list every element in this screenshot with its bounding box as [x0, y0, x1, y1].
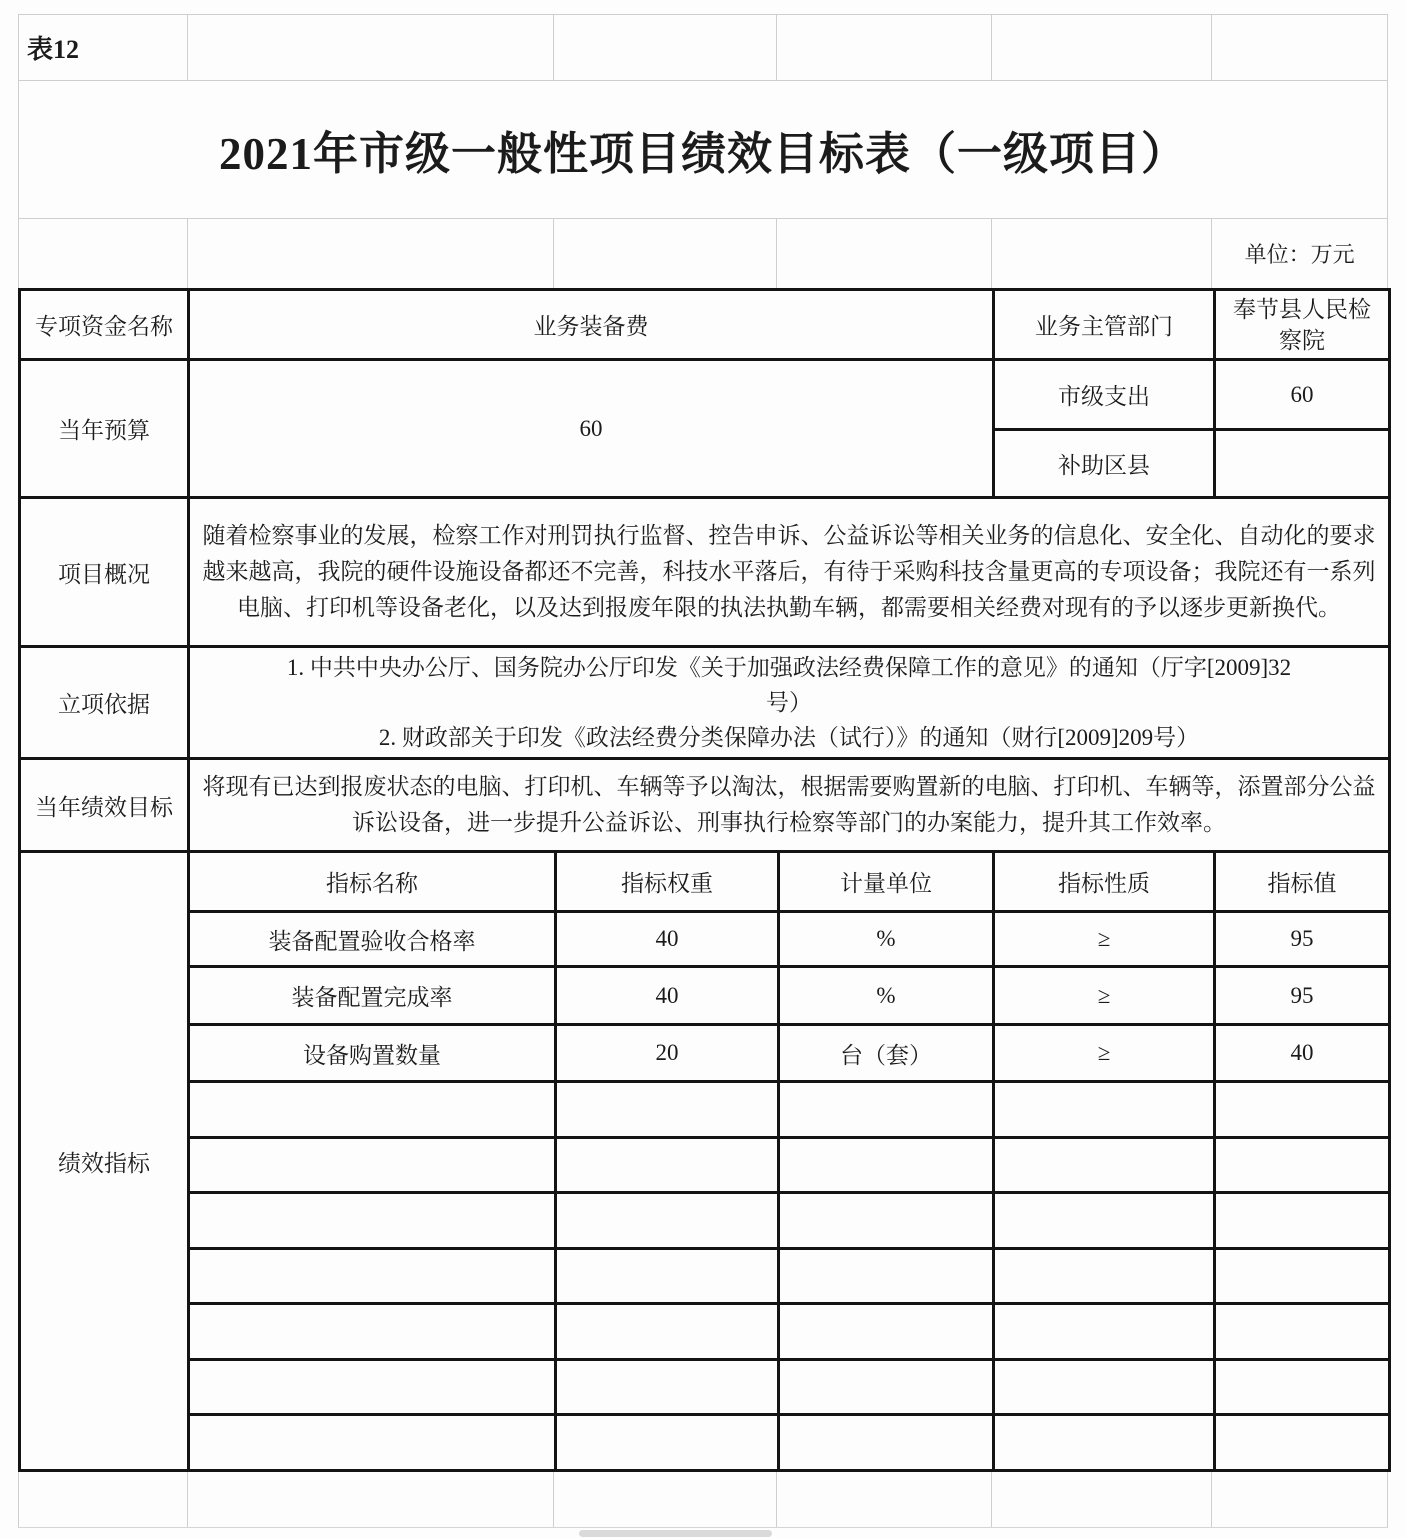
- performance-target-table: [18, 288, 1391, 1472]
- empty-indicator-row: [20, 1415, 1390, 1471]
- empty-cell: [556, 1304, 779, 1360]
- col-header-indicator-value: 指标值: [1215, 852, 1390, 912]
- basis-item-2: 2. 财政部关于印发《政法经费分类保障办法（试行）》的通知（财行[2009]209号）: [378, 725, 1200, 750]
- grid-cell: [777, 1472, 992, 1527]
- indicator-nature: ≥: [994, 912, 1215, 967]
- empty-indicator-row: [20, 1138, 1390, 1193]
- overview-row: [20, 498, 1390, 647]
- empty-cell: [1215, 1249, 1390, 1304]
- fund-name-value: 业务装备费: [189, 290, 994, 360]
- empty-cell: [556, 1193, 779, 1249]
- indicator-name: 设备购置数量: [189, 1025, 556, 1082]
- indicator-weight: 40: [556, 912, 779, 967]
- empty-cell: [779, 1304, 994, 1360]
- empty-cell: [1215, 1082, 1390, 1138]
- basis-text: [189, 647, 1390, 759]
- empty-cell: [189, 1304, 556, 1360]
- indicator-name: 装备配置验收合格率: [189, 912, 556, 967]
- budget-amount: 60: [189, 360, 994, 498]
- grid-cell: [1212, 1472, 1387, 1527]
- empty-cell: [994, 1304, 1215, 1360]
- empty-cell: [189, 1249, 556, 1304]
- indicator-row: [20, 967, 1390, 1025]
- indicator-value: 40: [1215, 1025, 1390, 1082]
- grid-cell: [554, 1472, 777, 1527]
- basis-row: [20, 647, 1390, 759]
- grid-cell: [188, 219, 554, 288]
- spreadsheet-area: [18, 14, 1388, 1528]
- table-number-row: [18, 14, 1388, 80]
- empty-cell: [994, 1249, 1215, 1304]
- subsidy-value: [1215, 430, 1390, 498]
- unit-label: 单位：万元: [1244, 242, 1355, 267]
- bottom-spacer-row: [18, 1472, 1388, 1528]
- empty-cell: [779, 1138, 994, 1193]
- title-row: [18, 80, 1388, 218]
- empty-cell: [994, 1415, 1215, 1471]
- col-header-indicator-name: 指标名称: [189, 852, 556, 912]
- empty-cell: [1215, 1360, 1390, 1415]
- indicators-section-label: 绩效指标: [20, 852, 189, 1471]
- indicator-unit: %: [779, 967, 994, 1025]
- empty-cell: [1215, 1304, 1390, 1360]
- grid-cell: [19, 1472, 188, 1527]
- col-header-indicator-weight: 指标权重: [556, 852, 779, 912]
- grid-cell: [554, 219, 777, 288]
- empty-cell: [779, 1249, 994, 1304]
- budget-row: [20, 360, 1390, 430]
- indicator-nature: ≥: [994, 1025, 1215, 1082]
- empty-indicator-row: [20, 1304, 1390, 1360]
- empty-cell: [779, 1415, 994, 1471]
- empty-cell: [556, 1360, 779, 1415]
- empty-cell: [1215, 1138, 1390, 1193]
- empty-cell: [994, 1138, 1215, 1193]
- goal-text: 将现有已达到报废状态的电脑、打印机、车辆等予以淘汰，根据需要购置新的电脑、打印机、车辆等，添置部分公益诉讼设备，进一步提升公益诉讼、刑事执行检察等部门的办案能力，提升其工作效率。: [189, 759, 1390, 852]
- overview-text: 随着检察事业的发展，检察工作对刑罚执行监督、控告申诉、公益诉讼等相关业务的信息化、安全化、自动化的要求越来越高，我院的硬件设施设备都还不完善，科技水平落后，有待于采购科技含量更高的专项设备；我院还有一系列电脑、打印机等设备老化，以及达到报废年限的执法执勤车辆，都需要相关经费对现有的予以逐步更新换代。: [189, 498, 1390, 647]
- empty-cell: [189, 1415, 556, 1471]
- indicator-name: 装备配置完成率: [189, 967, 556, 1025]
- empty-cell: [189, 1360, 556, 1415]
- city-expense-value: 60: [1215, 360, 1390, 430]
- empty-cell: [189, 1082, 556, 1138]
- bottom-gray-bar: [579, 1530, 772, 1537]
- page-title: 2021年市级一般性项目绩效目标表（一级项目）: [218, 129, 1187, 179]
- empty-cell: [994, 1360, 1215, 1415]
- grid-cell: [992, 15, 1213, 80]
- grid-cell: [777, 15, 992, 80]
- fund-name-row: [20, 290, 1390, 360]
- dept-label: 业务主管部门: [994, 290, 1215, 360]
- grid-cell: [992, 1472, 1213, 1527]
- empty-cell: [556, 1082, 779, 1138]
- empty-cell: [556, 1415, 779, 1471]
- empty-indicator-row: [20, 1082, 1390, 1138]
- indicator-value: 95: [1215, 912, 1390, 967]
- grid-cell: [19, 219, 188, 288]
- empty-cell: [189, 1138, 556, 1193]
- budget-label: 当年预算: [20, 360, 189, 498]
- fund-name-label: 专项资金名称: [20, 290, 189, 360]
- goal-label: 当年绩效目标: [20, 759, 189, 852]
- indicator-nature: ≥: [994, 967, 1215, 1025]
- empty-indicator-row: [20, 1249, 1390, 1304]
- indicator-value: 95: [1215, 967, 1390, 1025]
- goal-row: [20, 759, 1390, 852]
- indicator-unit: 台（套）: [779, 1025, 994, 1082]
- empty-cell: [189, 1193, 556, 1249]
- empty-cell: [779, 1360, 994, 1415]
- indicator-header-row: [20, 852, 1390, 912]
- empty-indicator-row: [20, 1360, 1390, 1415]
- grid-cell: [188, 15, 554, 80]
- empty-indicator-row: [20, 1193, 1390, 1249]
- dept-value: 奉节县人民检察院: [1215, 290, 1390, 360]
- empty-cell: [779, 1193, 994, 1249]
- indicator-weight: 20: [556, 1025, 779, 1082]
- indicator-weight: 40: [556, 967, 779, 1025]
- indicator-row: [20, 1025, 1390, 1082]
- city-expense-label: 市级支出: [994, 360, 1215, 430]
- unit-row: [18, 218, 1388, 288]
- indicator-row: [20, 912, 1390, 967]
- grid-cell: [188, 1472, 554, 1527]
- overview-label: 项目概况: [20, 498, 189, 647]
- empty-cell: [1215, 1193, 1390, 1249]
- empty-cell: [556, 1138, 779, 1193]
- grid-cell: [992, 219, 1213, 288]
- empty-cell: [556, 1249, 779, 1304]
- empty-cell: [1215, 1415, 1390, 1471]
- grid-cell: [554, 15, 777, 80]
- indicator-unit: %: [779, 912, 994, 967]
- basis-item-1: 1. 中共中央办公厅、国务院办公厅印发《关于加强政法经费保障工作的意见》的通知（厅字[2009]32号）: [286, 655, 1292, 715]
- col-header-indicator-nature: 指标性质: [994, 852, 1215, 912]
- empty-cell: [994, 1193, 1215, 1249]
- col-header-measure-unit: 计量单位: [779, 852, 994, 912]
- grid-cell: [777, 219, 992, 288]
- table-number: 表12: [19, 15, 188, 80]
- empty-cell: [994, 1082, 1215, 1138]
- empty-cell: [779, 1082, 994, 1138]
- basis-label: 立项依据: [20, 647, 189, 759]
- subsidy-label: 补助区县: [994, 430, 1215, 498]
- grid-cell: [1212, 15, 1387, 80]
